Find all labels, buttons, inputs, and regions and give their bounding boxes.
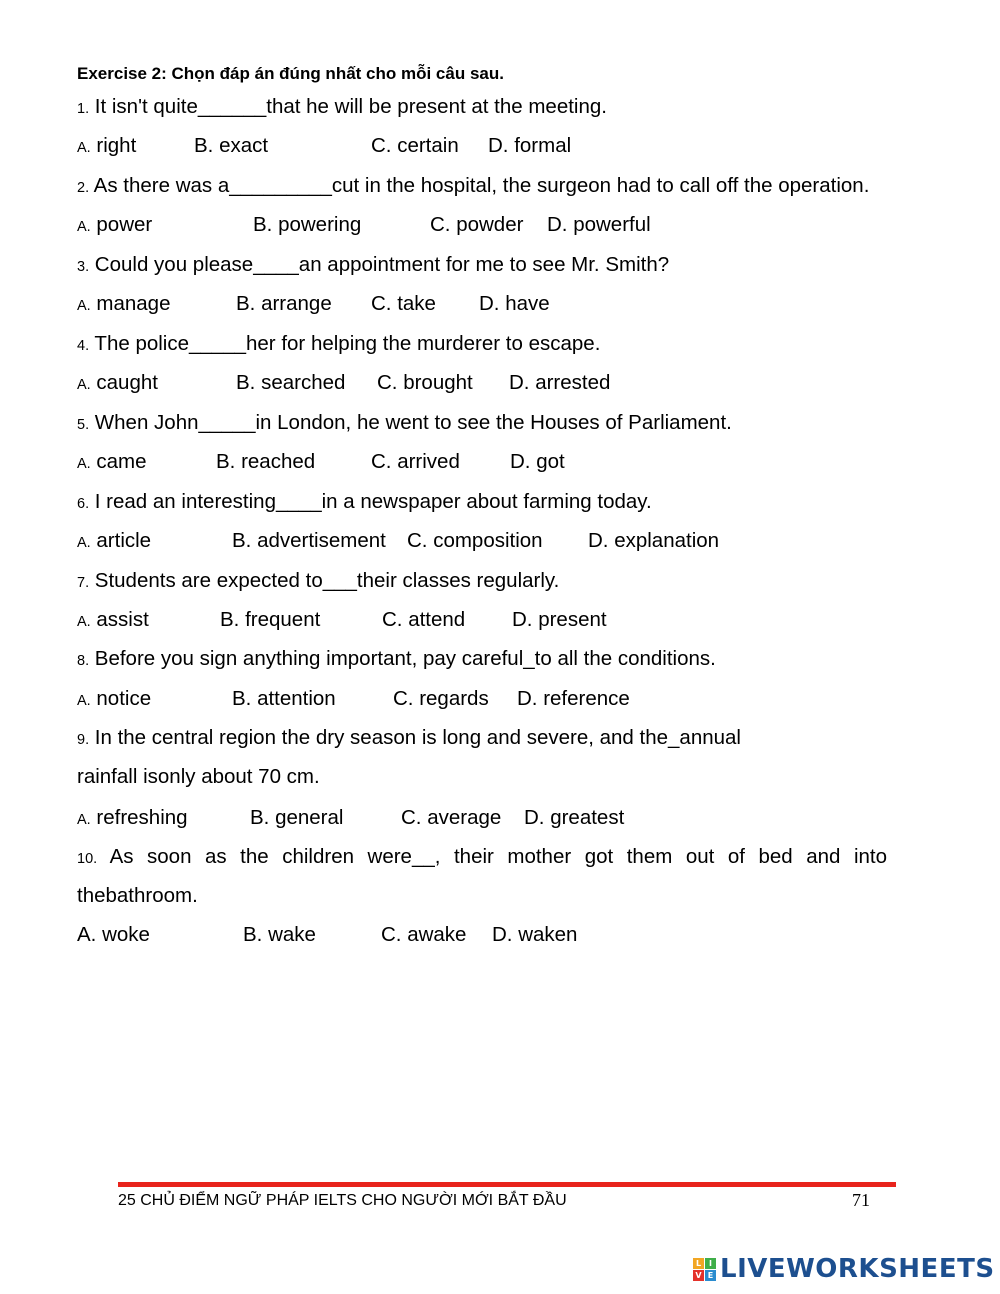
option-a[interactable]: A. woke xyxy=(77,923,150,946)
option-c[interactable]: C. average xyxy=(401,806,502,829)
option-a[interactable]: right xyxy=(90,134,137,157)
logo-tile: E xyxy=(705,1270,716,1281)
option-a[interactable]: notice xyxy=(90,687,152,710)
logo-tile: V xyxy=(693,1270,704,1281)
question-number: 10. xyxy=(77,851,98,867)
question-9-continued: rainfall isonly about 70 cm. xyxy=(77,765,320,788)
option-label: A. xyxy=(77,298,91,314)
option-label: A. xyxy=(77,812,91,828)
option-c[interactable]: C. arrived xyxy=(371,450,460,473)
question-number: 3. xyxy=(77,259,90,275)
option-a[interactable]: power xyxy=(90,213,153,236)
option-a[interactable]: article xyxy=(90,529,152,552)
option-b[interactable]: B. arrange xyxy=(236,292,332,315)
option-a[interactable]: manage xyxy=(90,292,171,315)
question-3 xyxy=(77,253,669,279)
option-d[interactable]: D. arrested xyxy=(509,371,611,394)
option-b[interactable]: B. attention xyxy=(232,687,336,710)
question-number: 2. xyxy=(77,180,90,196)
option-c[interactable]: C. awake xyxy=(381,923,467,946)
logo-text: LIVEWORKSHEETS xyxy=(720,1254,995,1284)
option-c[interactable]: C. regards xyxy=(393,687,489,710)
question-text: I read an interesting____in a newspaper about farming today. xyxy=(89,490,652,513)
option-label: A. xyxy=(77,614,91,630)
option-a[interactable]: refreshing xyxy=(90,806,188,829)
option-d[interactable]: D. greatest xyxy=(524,806,625,829)
option-d[interactable]: D. waken xyxy=(492,923,578,946)
question-number: 4. xyxy=(77,338,90,354)
question-text: It isn't quite______that he will be present at the meeting. xyxy=(89,95,607,118)
option-b[interactable]: B. searched xyxy=(236,371,346,394)
page-number: 71 xyxy=(852,1190,870,1210)
question-7 xyxy=(77,569,559,595)
option-d[interactable]: D. formal xyxy=(488,134,572,157)
option-b[interactable]: B. exact xyxy=(194,134,269,157)
question-text: As there was a_________cut in the hospital, the surgeon had to call off the operation. xyxy=(89,174,870,197)
option-c[interactable]: C. take xyxy=(371,292,436,315)
option-label: A. xyxy=(77,140,91,156)
question-text: When John_____in London, he went to see the Houses of Parliament. xyxy=(89,411,732,434)
footer-book-title: 25 CHỦ ĐIỂM NGỮ PHÁP IELTS CHO NGƯỜI MỚI BẮT ĐẦU xyxy=(118,1192,567,1209)
option-c[interactable]: C. brought xyxy=(377,371,473,394)
option-b[interactable]: B. powering xyxy=(253,213,362,236)
option-label: A. xyxy=(77,535,91,551)
logo-tile: L xyxy=(693,1258,704,1269)
option-label: A. xyxy=(77,693,91,709)
option-b[interactable]: B. reached xyxy=(216,450,316,473)
liveworksheets-logo[interactable] xyxy=(693,1254,995,1284)
option-label: A. xyxy=(77,456,91,472)
question-number: 9. xyxy=(77,732,90,748)
question-8 xyxy=(77,647,716,673)
option-c[interactable]: C. powder xyxy=(430,213,524,236)
question-number: 7. xyxy=(77,575,90,591)
option-c[interactable]: C. attend xyxy=(382,608,466,631)
question-6 xyxy=(77,490,652,516)
question-1 xyxy=(77,95,607,121)
option-label: A. xyxy=(77,219,91,235)
question-number: 8. xyxy=(77,653,90,669)
question-text: As soon as the children were__, their mother got them out of bed and into xyxy=(97,845,887,868)
question-4 xyxy=(77,332,600,358)
option-b[interactable]: B. frequent xyxy=(220,608,321,631)
question-number: 6. xyxy=(77,496,90,512)
question-10 xyxy=(77,845,887,871)
exercise-title: Exercise 2: Chọn đáp án đúng nhất cho mỗi câu sau. xyxy=(77,64,504,83)
question-text: The police_____her for helping the murderer to escape. xyxy=(89,332,601,355)
option-a[interactable]: came xyxy=(90,450,147,473)
logo-icon xyxy=(693,1258,716,1281)
question-2 xyxy=(77,174,869,200)
question-number: 1. xyxy=(77,101,90,117)
option-a[interactable]: caught xyxy=(90,371,158,394)
logo-tile: I xyxy=(705,1258,716,1269)
option-d[interactable]: D. have xyxy=(479,292,550,315)
option-d[interactable]: D. reference xyxy=(517,687,630,710)
question-text: Could you please____an appointment for me to see Mr. Smith? xyxy=(89,253,670,276)
option-d[interactable]: D. powerful xyxy=(547,213,651,236)
question-10-continued: thebathroom. xyxy=(77,884,198,907)
option-a[interactable]: assist xyxy=(90,608,149,631)
option-label: A. xyxy=(77,377,91,393)
option-b[interactable]: B. general xyxy=(250,806,344,829)
question-text: In the central region the dry season is long and severe, and the_annual xyxy=(89,726,741,749)
question-text: Before you sign anything important, pay careful_to all the conditions. xyxy=(89,647,716,670)
question-5 xyxy=(77,411,732,437)
option-c[interactable]: C. certain xyxy=(371,134,459,157)
footer-divider xyxy=(118,1182,896,1187)
question-number: 5. xyxy=(77,417,90,433)
option-b[interactable]: B. advertisement xyxy=(232,529,386,552)
question-9 xyxy=(77,726,741,752)
question-text: Students are expected to___their classes regularly. xyxy=(89,569,560,592)
option-d[interactable]: D. explanation xyxy=(588,529,720,552)
option-c[interactable]: C. composition xyxy=(407,529,543,552)
option-b[interactable]: B. wake xyxy=(243,923,316,946)
option-d[interactable]: D. got xyxy=(510,450,565,473)
option-d[interactable]: D. present xyxy=(512,608,607,631)
